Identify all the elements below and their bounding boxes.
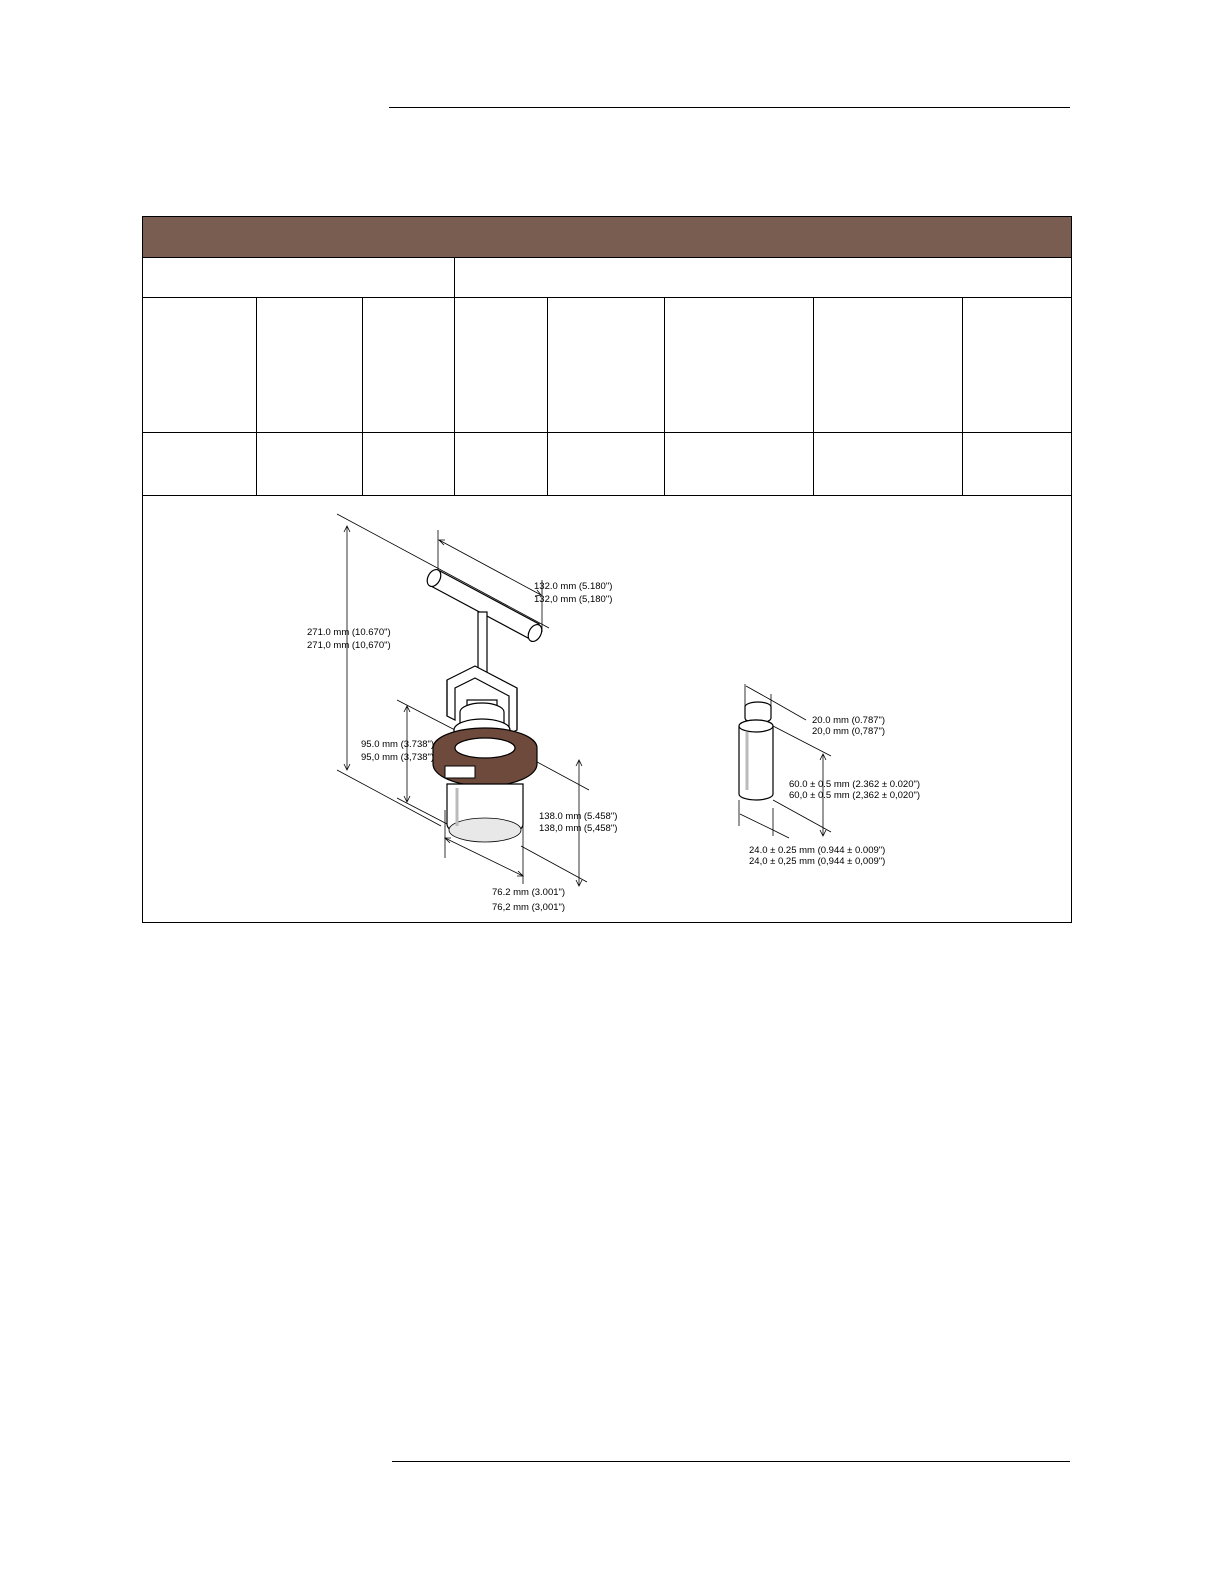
dim-body-height: 138,0 mm (5,458") — [539, 823, 618, 834]
t-handle-icon — [424, 567, 544, 678]
column-header — [257, 298, 363, 433]
table-column-header-row — [143, 298, 1072, 433]
dimension-drawing — [143, 496, 1070, 922]
table-cell — [963, 433, 1072, 496]
group-header-right — [455, 258, 1072, 298]
column-header — [548, 298, 665, 433]
table-group-header-row — [143, 258, 1072, 298]
dim-diameter: 76.2 mm (3.001") — [492, 887, 566, 898]
vial-icon — [739, 702, 773, 800]
dim-handle-length: 132,0 mm (5,180") — [534, 594, 613, 605]
dim-vial-diameter: 24,0 ± 0,25 mm (0,944 ± 0,009") — [749, 856, 886, 867]
dim-upper-height: 95,0 mm (3,738") — [361, 752, 435, 763]
dim-vial-diameter: 24.0 ± 0.25 mm (0.944 ± 0.009") — [749, 845, 886, 856]
column-header — [455, 298, 548, 433]
dim-overall-height: 271.0 mm (10.670") — [307, 627, 391, 638]
table-cell — [257, 433, 363, 496]
column-header — [363, 298, 455, 433]
dim-cap-width: 20.0 mm (0.787") — [812, 715, 886, 726]
table-title-row — [143, 217, 1072, 258]
diagram-cell — [143, 496, 1072, 923]
dim-upper-height: 95.0 mm (3.738") — [361, 739, 435, 750]
column-header — [814, 298, 963, 433]
table-cell — [814, 433, 963, 496]
group-header-left — [143, 258, 455, 298]
dim-vial-height: 60.0 ± 0.5 mm (2.362 ± 0.020") — [789, 779, 921, 790]
dimension-labels — [307, 581, 920, 913]
header-rule — [389, 107, 1070, 108]
table-cell — [455, 433, 548, 496]
spec-table — [142, 216, 1072, 923]
dim-vial-height: 60,0 ± 0.5 mm (2,362 ± 0,020") — [789, 790, 921, 801]
dim-handle-length: 132.0 mm (5.180") — [534, 581, 613, 592]
column-header — [143, 298, 257, 433]
small-vial-illustration — [739, 702, 773, 800]
cylinder-icon — [447, 784, 523, 842]
table-cell — [665, 433, 814, 496]
collar-icon — [433, 728, 537, 786]
column-header — [963, 298, 1072, 433]
table-cell — [143, 433, 257, 496]
large-unit-illustration — [424, 567, 544, 842]
dim-cap-width: 20,0 mm (0,787") — [812, 726, 886, 737]
table-cell — [548, 433, 665, 496]
diagram-row — [143, 496, 1072, 923]
column-header — [665, 298, 814, 433]
footer-rule — [392, 1461, 1070, 1462]
dim-overall-height: 271,0 mm (10,670") — [307, 640, 391, 651]
table-cell — [363, 433, 455, 496]
dim-body-height: 138.0 mm (5.458") — [539, 811, 618, 822]
dim-diameter: 76,2 mm (3,001") — [492, 902, 566, 913]
table-row — [143, 433, 1072, 496]
table-title-bar — [143, 217, 1072, 258]
